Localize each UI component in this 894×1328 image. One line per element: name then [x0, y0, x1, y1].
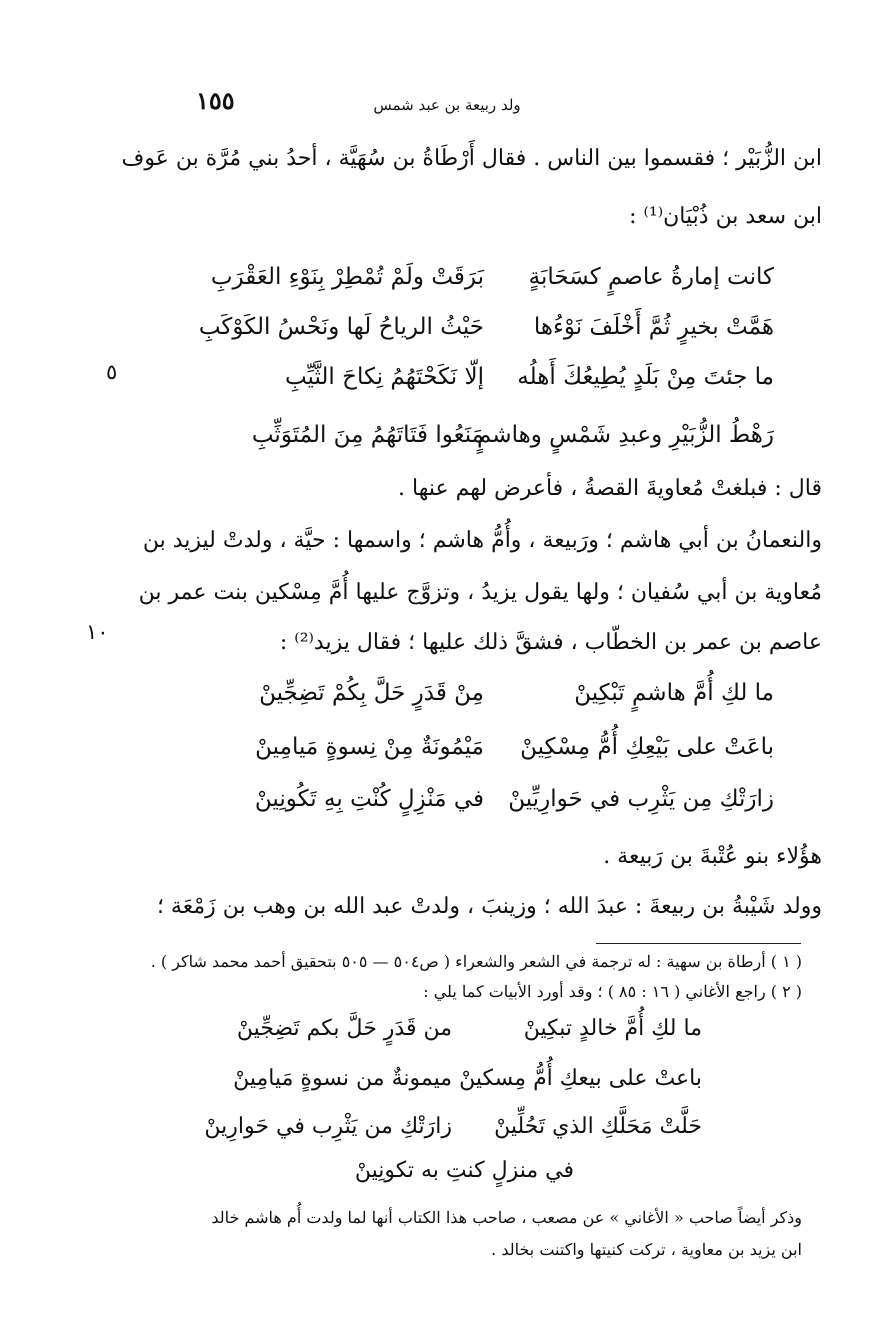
verse-hemistich: هَمَّتْ بخيرٍ ثُمَّ أَخْلَفَ نَوْءُها — [533, 314, 774, 340]
footnote-1: ( ١ ) أرطاة بن سهية : له ترجمة في الشعر والشعراء ( ص٥٠٤ — ٥٠٥ بتحقيق أحمد محمد شاكر ) . — [150, 952, 802, 971]
verse-hemistich: ما جئتَ مِنْ بَلَدٍ يُطِيعُكَ أَهلُه — [517, 364, 774, 390]
footnote-verse-hemistich: حَلَّتْ مَحَلَّكِ الذي تَحُلِّينْ — [494, 1114, 702, 1139]
footnote-prose-line: وذكر أيضاً صاحب « الأغاني » عن مصعب ، صاحب هذا الكتاب أنها لما ولدت أُم هاشم خالد — [211, 1208, 802, 1227]
verse-hemistich: مَنَعُوا فَتَاتَهُمُ مِنَ المُتَوَثِّبِ — [251, 422, 484, 448]
footnote-verse-hemistich: من قَدَرٍ حَلَّ بكم تَضِجِّينْ — [236, 1016, 452, 1041]
footnote-2: ( ٢ ) راجع الأغاني ( ١٦ : ٨٥ ) ؛ وقد أورد الأبيات كما يلي : — [423, 982, 802, 1001]
verse-hemistich: حَيْثُ الرياحُ لَها ونَحْسُ الكَوْكَبِ — [198, 314, 484, 340]
verse-hemistich: بَرَقَتْ ولَمْ تُمْطِرْ بِنَوْءِ العَقْرَبِ — [210, 264, 484, 290]
verse-hemistich: مَيْمُونَةٌ مِنْ نِسوةٍ مَيامِينْ — [255, 734, 484, 760]
prose-line: هؤُلاء بنو عُتْبةَ بن رَبيعة . — [603, 844, 822, 869]
verse-hemistich: كانت إمارةُ عاصمٍ كسَحَابَةٍ — [528, 264, 774, 290]
footnote-verse-hemistich: باعتْ على بيعكِ أُمُّ مِسكينْ — [459, 1066, 702, 1091]
prose-line: وولد شَيْبةُ بن ربيعةَ : عبدَ الله ؛ وزينبَ ، ولدتْ عبد الله بن وهب بن زَمْعَة ؛ — [156, 894, 822, 919]
prose-line: والنعمانُ بن أبي هاشم ؛ ورَبيعة ، وأُمُّ هاشم ؛ واسمها : حيَّة ، ولدتْ ليزيد بن — [142, 528, 822, 553]
verse-hemistich: مِنْ قَدَرٍ حَلَّ بِكُمْ تَضِجِّينْ — [259, 680, 484, 706]
footnote-verse-hemistich: ما لكِ أُمَّ خالدٍ تبكِينْ — [523, 1016, 702, 1041]
footnote-verse-last: في منزلٍ كنتِ به تكونِينْ — [354, 1158, 574, 1183]
prose-line: عاصم بن عمر بن الخطّاب ، فشقَّ ذلك عليها ؛ فقال يزيد⁽²⁾ : — [279, 630, 822, 655]
verse-hemistich: ما لكِ أُمَّ هاشمٍ تَبْكِينْ — [574, 680, 774, 706]
prose-line: قال : فبلغتْ مُعاويةَ القصةُ ، فأعرض لهم عنها . — [398, 476, 822, 501]
verse-hemistich: إلّا نَكَحْتَهُمُ نِكاحَ الثَّيِّبِ — [284, 364, 484, 390]
page-number: ١٥٥ — [196, 86, 235, 115]
footnote-verse-hemistich: زارَتْكِ من يَثْرِب في حَوارِينْ — [204, 1114, 452, 1139]
verse-hemistich: في مَنْزِلٍ كُنْتِ بِهِ تَكُونِينْ — [254, 786, 484, 812]
line-marker: ١٠ — [86, 620, 109, 644]
footnote-prose-line: ابن يزيد بن معاوية ، تركت كنيتها واكتنت بخالد . — [491, 1240, 802, 1259]
verse-hemistich: زارَتْكِ مِن يَثْرِب في حَوارِيِّينْ — [508, 786, 774, 812]
prose-line: ابن الزُّبَيْر ؛ فقسموا بين الناس . فقال أَرْطَاةُ بن سُهَيَّة ، أحدُ بني مُرَّة بن عَوف — [121, 146, 822, 171]
running-title: ولد ربيعة بن عبد شمس — [373, 96, 521, 114]
verse-hemistich: باعَتْ على بَيْعِكِ أُمُّ مِسْكِينْ — [520, 734, 774, 760]
prose-line: مُعاوية بن أبي سُفيان ؛ ولها يقول يزيدُ ، وتزوَّج عليها أُمَّ مِسْكين بنت عمر بن — [138, 580, 822, 605]
verse-hemistich: رَهْطُ الزُّبَيْرِ وعبدِ شَمْسٍ وهاشمٍ — [477, 422, 774, 448]
line-marker: ٥ — [106, 360, 118, 384]
footnote-verse-hemistich: ميمونةٌ من نسوةٍ مَيامِينْ — [233, 1066, 452, 1091]
prose-line: ابن سعد بن ذُبْيَان⁽¹⁾ : — [629, 204, 822, 229]
footnote-separator — [596, 943, 801, 944]
